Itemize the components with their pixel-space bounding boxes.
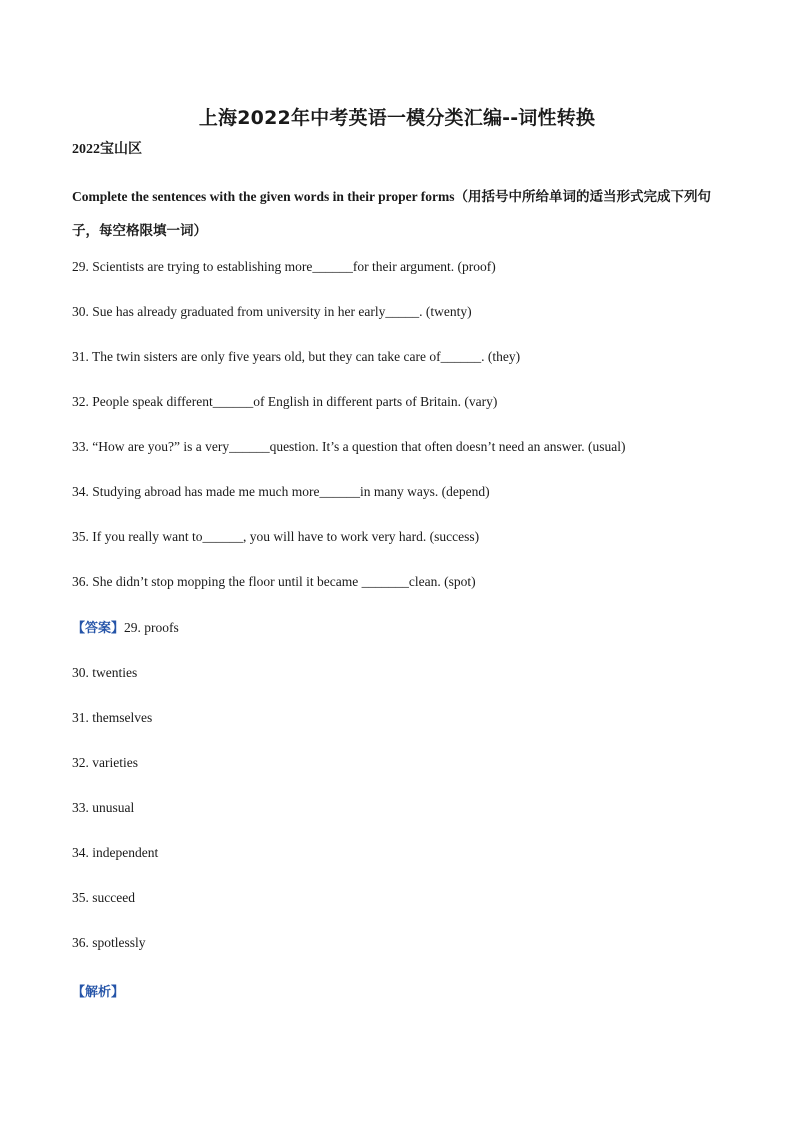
question-31: 31. The twin sisters are only five years old, but they can take care of______. (they) xyxy=(72,349,521,364)
answer-32: 32. varieties xyxy=(72,755,138,770)
analysis-tag: 【解析】 xyxy=(72,985,125,1000)
answer-31: 31. themselves xyxy=(72,710,153,725)
question-33: 33. “How are you?” is a very______question. It’s a question that often doesn’t need an answer. (usual) xyxy=(72,439,626,454)
answer-36: 36. spotlessly xyxy=(72,935,146,950)
question-30: 30. Sue has already graduated from university in her early_____. (twenty) xyxy=(72,304,472,319)
question-36: 36. She didn’t stop mopping the floor until it became _______clean. (spot) xyxy=(72,574,476,589)
question-29: 29. Scientists are trying to establishing more______for their argument. (proof) xyxy=(72,259,496,274)
question-34: 34. Studying abroad has made me much more______in many ways. (depend) xyxy=(72,484,490,499)
answer-tag: 【答案】 xyxy=(72,621,125,636)
instruction-text: Complete the sentences with the given words in their proper forms（用括号中所给单词的适当形式完成下列句子，每空格限填一词） xyxy=(72,189,711,238)
answer-33: 33. unusual xyxy=(72,800,135,815)
section-heading: 2022宝山区 xyxy=(72,142,142,157)
page-title: 上海2022年中考英语一模分类汇编--词性转换 xyxy=(198,107,596,129)
answer-34: 34. independent xyxy=(72,845,159,860)
answer-30: 30. twenties xyxy=(72,665,138,680)
analysis-heading xyxy=(72,982,124,1003)
question-35: 35. If you really want to______, you will have to work very hard. (success) xyxy=(72,529,480,544)
question-32: 32. People speak different______of English in different parts of Britain. (vary) xyxy=(72,394,498,409)
answer-29: 29. proofs xyxy=(124,620,179,635)
answer-35: 35. succeed xyxy=(72,890,135,905)
answer-line-29 xyxy=(72,618,179,639)
